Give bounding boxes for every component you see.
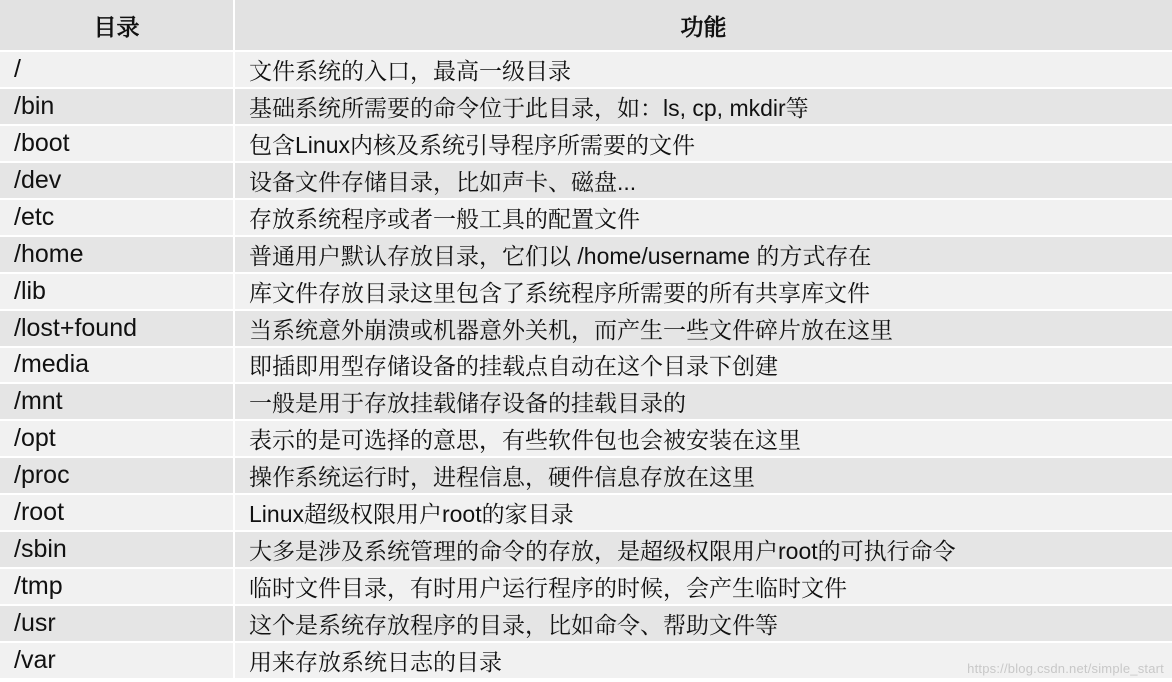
table-row [0, 52, 1172, 89]
header-directory: 目录 [0, 0, 235, 50]
function-cell: 包含Linux内核及系统引导程序所需要的文件 [235, 126, 1172, 161]
table-header-row [0, 0, 1172, 52]
directory-cell: /media [0, 348, 235, 383]
table-row [0, 89, 1172, 126]
function-cell: 当系统意外崩溃或机器意外关机，而产生一些文件碎片放在这里 [235, 311, 1172, 346]
function-cell: 文件系统的入口，最高一级目录 [235, 52, 1172, 87]
function-cell: Linux超级权限用户root的家目录 [235, 495, 1172, 530]
function-cell: 用来存放系统日志的目录 [235, 643, 1172, 678]
table-row [0, 606, 1172, 643]
directory-cell: / [0, 52, 235, 87]
watermark-url: https://blog.csdn.net/simple_start [967, 661, 1164, 676]
table-row [0, 495, 1172, 532]
directory-cell: /tmp [0, 569, 235, 604]
function-cell: 这个是系统存放程序的目录，比如命令、帮助文件等 [235, 606, 1172, 641]
table-row [0, 348, 1172, 385]
table-row [0, 384, 1172, 421]
directory-cell: /opt [0, 421, 235, 456]
directory-cell: /lost+found [0, 311, 235, 346]
function-cell: 设备文件存储目录，比如声卡、磁盘... [235, 163, 1172, 198]
function-cell: 操作系统运行时，进程信息，硬件信息存放在这里 [235, 458, 1172, 493]
table-row [0, 200, 1172, 237]
directory-cell: /bin [0, 89, 235, 124]
function-cell: 存放系统程序或者一般工具的配置文件 [235, 200, 1172, 235]
directory-cell: /usr [0, 606, 235, 641]
table-row [0, 458, 1172, 495]
function-cell: 表示的是可选择的意思，有些软件包也会被安装在这里 [235, 421, 1172, 456]
table-row [0, 421, 1172, 458]
directory-cell: /proc [0, 458, 235, 493]
function-cell: 临时文件目录，有时用户运行程序的时候，会产生临时文件 [235, 569, 1172, 604]
function-cell: 一般是用于存放挂载储存设备的挂载目录的 [235, 384, 1172, 419]
directory-cell: /home [0, 237, 235, 272]
directory-cell: /lib [0, 274, 235, 309]
table-row [0, 274, 1172, 311]
table-row [0, 126, 1172, 163]
directory-cell: /boot [0, 126, 235, 161]
table-row [0, 311, 1172, 348]
table-row [0, 569, 1172, 606]
directory-cell: /root [0, 495, 235, 530]
directory-cell: /var [0, 643, 235, 678]
function-cell: 大多是涉及系统管理的命令的存放，是超级权限用户root的可执行命令 [235, 532, 1172, 567]
directory-cell: /dev [0, 163, 235, 198]
function-cell: 基础系统所需要的命令位于此目录，如：ls, cp, mkdir等 [235, 89, 1172, 124]
directory-cell: /etc [0, 200, 235, 235]
directory-cell: /sbin [0, 532, 235, 567]
table-row [0, 237, 1172, 274]
table-row [0, 532, 1172, 569]
function-cell: 库文件存放目录这里包含了系统程序所需要的所有共享库文件 [235, 274, 1172, 309]
function-cell: 即插即用型存储设备的挂载点自动在这个目录下创建 [235, 348, 1172, 383]
table-row [0, 163, 1172, 200]
directory-cell: /mnt [0, 384, 235, 419]
function-cell: 普通用户默认存放目录，它们以 /home/username 的方式存在 [235, 237, 1172, 272]
header-function: 功能 [235, 0, 1172, 50]
